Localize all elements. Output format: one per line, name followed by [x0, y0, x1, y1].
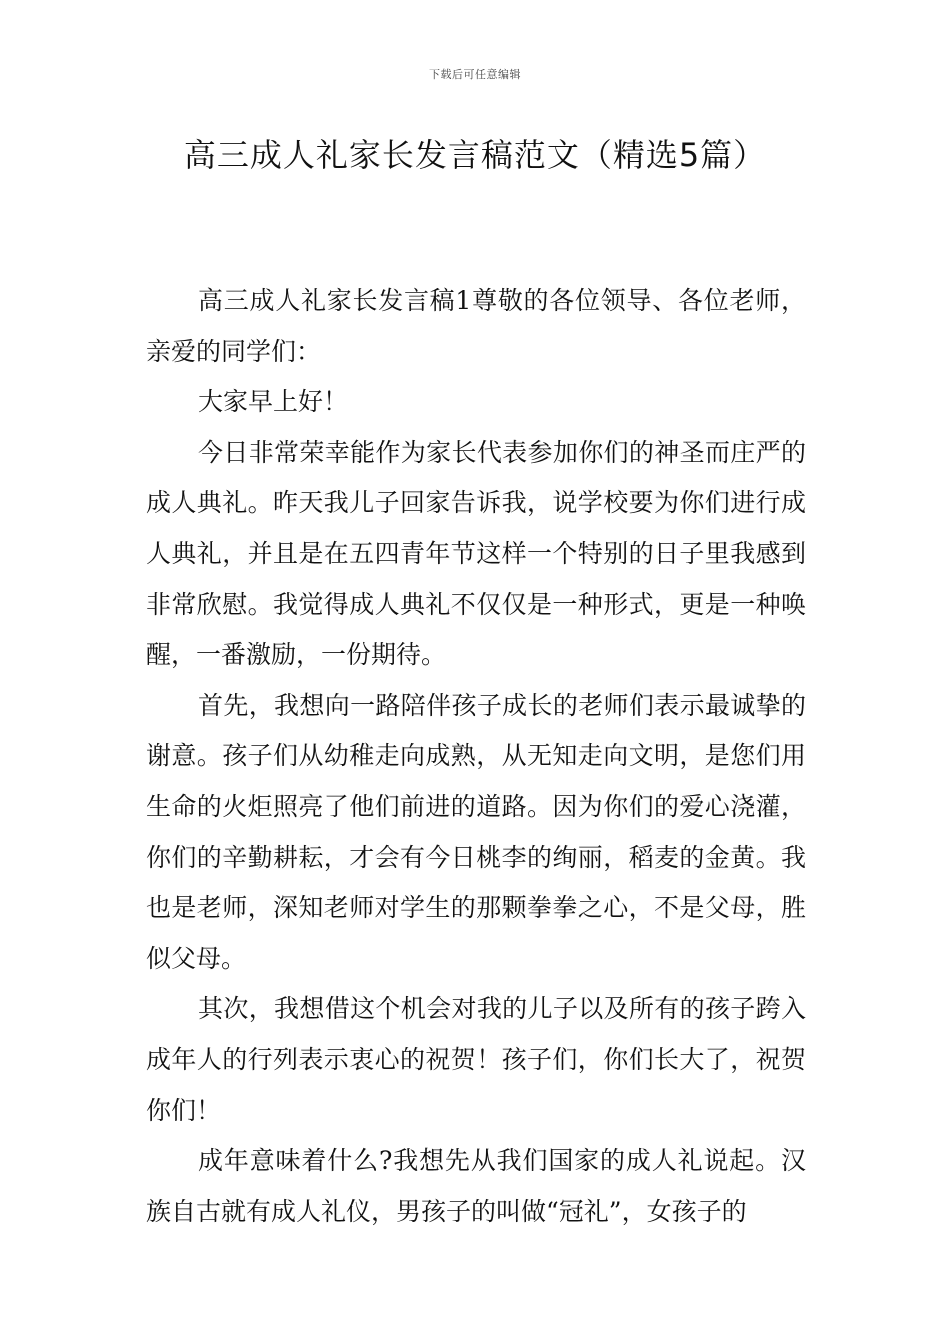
- paragraph: 首先，我想向一路陪伴孩子成长的老师们表示最诚挚的谢意。孩子们从幼稚走向成熟，从无知走向文明，是您们用生命的火炬照亮了他们前进的道路。因为你们的爱心浇灌，你们的辛勤耕耘，才会有今日桃李的绚丽，稻麦的金黄。我也是老师，深知老师对学生的那颗拳拳之心，不是父母，胜似父母。: [146, 690, 806, 973]
- header-note: 下载后可任意编辑: [429, 68, 521, 81]
- document-body: [146, 276, 806, 1237]
- paragraph: 今日非常荣幸能作为家长代表参加你们的神圣而庄严的成人典礼。昨天我儿子回家告诉我，说学校要为你们进行成人典礼，并且是在五四青年节这样一个特别的日子里我感到非常欣慰。我觉得成人典礼不仅仅是一种形式，更是一种唤醒，一番激励，一份期待。: [146, 437, 806, 670]
- paragraph: 高三成人礼家长发言稿1尊敬的各位领导、各位老师，亲爱的同学们：: [146, 286, 806, 366]
- paragraph: 成年意味着什么?我想先从我们国家的成人礼说起。汉族自古就有成人礼仪，男孩子的叫做“冠礼”，女孩子的: [146, 1146, 806, 1226]
- document-title: 高三成人礼家长发言稿范文（精选5篇）: [183, 136, 767, 174]
- paragraph: 其次，我想借这个机会对我的儿子以及所有的孩子跨入成年人的行列表示衷心的祝贺！孩子们，你们长大了，祝贺你们！: [146, 994, 806, 1125]
- paragraph: 大家早上好！: [198, 387, 349, 417]
